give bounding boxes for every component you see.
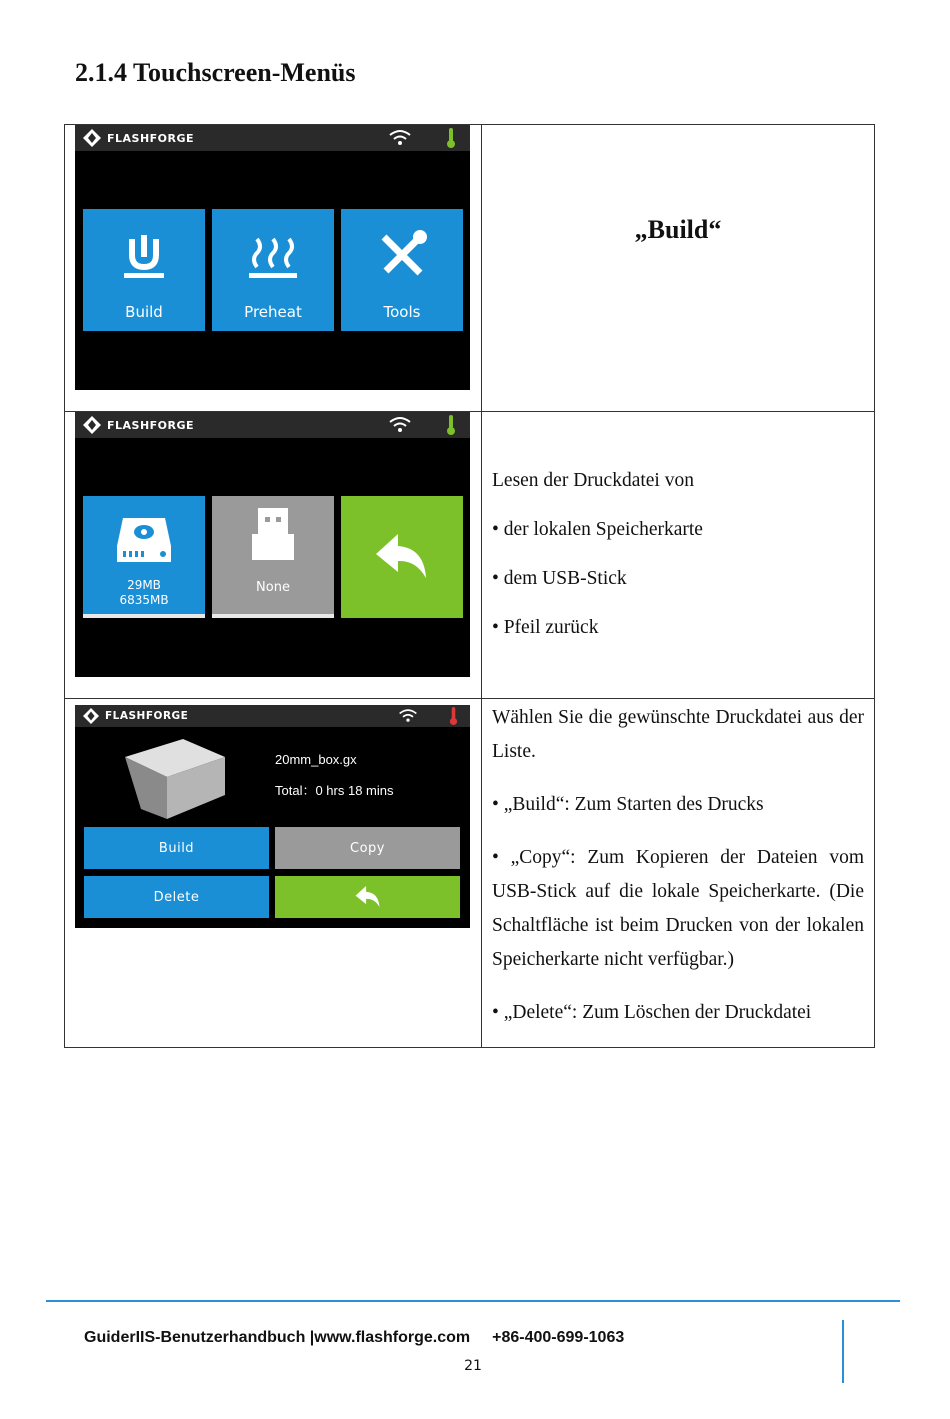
- paragraph: Lesen der Druckdatei von: [492, 470, 694, 491]
- local-storage-tile[interactable]: 29MB 6835MB: [83, 496, 205, 618]
- delete-button[interactable]: Delete: [84, 876, 269, 918]
- flashforge-logo-icon: [83, 129, 101, 147]
- back-tile[interactable]: [341, 496, 463, 618]
- description-cell: [482, 699, 875, 1048]
- back-arrow-icon: [355, 886, 381, 908]
- status-bar: [75, 412, 470, 438]
- bullet-item: • „Build“: Zum Starten des Drucks: [492, 794, 764, 815]
- screenshot-cell: [65, 412, 482, 699]
- table-row: [65, 699, 875, 1048]
- hard-drive-icon: [115, 516, 173, 566]
- menu-table: [64, 124, 875, 1048]
- bullet-item: • „Copy“: Zum Kopieren der Dateien vom USB-Stick auf die lokale Speicherkarte. (Die Schaltfläche ist beim Drucken von der lokalen Speicherkarte nicht verfügbar.): [492, 847, 864, 970]
- paragraph: Wählen Sie die gewünschte Druckdatei aus der Liste.: [492, 707, 864, 762]
- preheat-tile[interactable]: Preheat: [212, 209, 334, 331]
- touchscreen-file-menu: [75, 705, 470, 928]
- thermometer-icon: [446, 127, 456, 149]
- footer-divider: [46, 1300, 900, 1302]
- footer: [84, 1329, 624, 1347]
- table-row: [65, 412, 875, 699]
- source-description: [482, 412, 874, 652]
- status-bar: [75, 125, 470, 151]
- usb-icon: [250, 506, 296, 562]
- bullet-item: • dem USB-Stick: [492, 568, 627, 589]
- brand-logo: FLASHFORGE: [83, 416, 194, 434]
- back-button[interactable]: [275, 876, 460, 918]
- file-description: [482, 701, 874, 1030]
- bullet-item: • Pfeil zurück: [492, 617, 599, 638]
- touchscreen-main-menu: [75, 125, 470, 390]
- print-time: Total：0 hrs 18 mins: [275, 783, 394, 798]
- tools-tile[interactable]: Tools: [341, 209, 463, 331]
- wifi-icon: [388, 416, 412, 434]
- build-title: „Build“: [634, 215, 722, 244]
- thermometer-icon: [449, 706, 458, 726]
- footer-title: GuiderIIS-Benutzerhandbuch |www.flashforge.com: [84, 1329, 471, 1346]
- description-cell: [482, 412, 875, 699]
- preheat-icon: [247, 229, 299, 281]
- brand-logo: FLASHFORGE: [83, 129, 194, 147]
- build-tile[interactable]: Build: [83, 209, 205, 331]
- status-bar: [75, 705, 470, 727]
- screenshot-cell: [65, 125, 482, 412]
- file-name: 20mm_box.gx: [275, 752, 357, 767]
- page-number: 21: [464, 1358, 482, 1374]
- table-row: [65, 125, 875, 412]
- build-button[interactable]: Build: [84, 827, 269, 869]
- bullet-item: • „Delete“: Zum Löschen der Druckdatei: [492, 1002, 812, 1023]
- section-heading: 2.1.4 Touchscreen-Menüs: [75, 58, 356, 87]
- touchscreen-source-menu: [75, 412, 470, 677]
- wifi-icon: [388, 129, 412, 147]
- usb-stick-tile[interactable]: None: [212, 496, 334, 618]
- screenshot-cell: [65, 699, 482, 1048]
- footer-phone: +86-400-699-1063: [492, 1329, 625, 1346]
- tools-icon: [376, 229, 428, 281]
- model-preview-icon: [123, 737, 227, 821]
- bullet-item: • der lokalen Speicherkarte: [492, 519, 703, 540]
- copy-button[interactable]: Copy: [275, 827, 460, 869]
- brand-logo: FLASHFORGE: [83, 708, 188, 724]
- back-arrow-icon: [376, 534, 428, 580]
- wifi-icon: [398, 708, 418, 724]
- build-icon: [118, 229, 170, 281]
- description-cell: [482, 125, 875, 412]
- thermometer-icon: [446, 414, 456, 436]
- flashforge-logo-icon: [83, 708, 99, 724]
- flashforge-logo-icon: [83, 416, 101, 434]
